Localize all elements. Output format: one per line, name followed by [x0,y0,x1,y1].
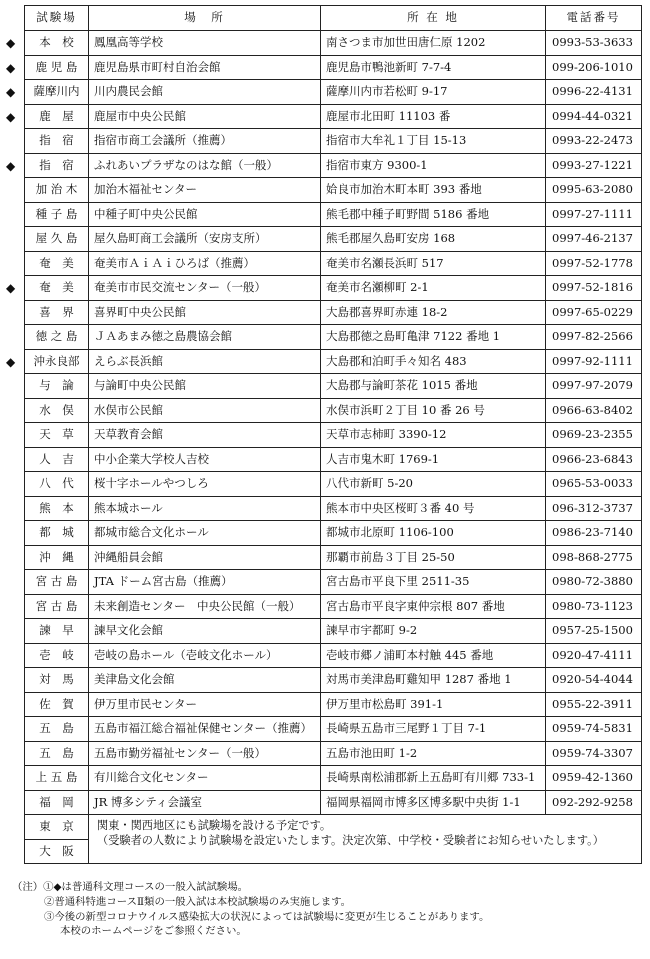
cell-address: 大島郡徳之島町亀津 7122 番地 1 [321,325,546,350]
cell-site: 壱 岐 [25,643,89,668]
cell-venue: 中小企業大学校人吉校 [89,447,321,472]
cell-address: 福岡県福岡市博多区博多駅中央街 1-1 [321,790,546,815]
cell-site: 鹿 屋 [25,104,89,129]
cell-venue: 伊万里市民センター [89,692,321,717]
diamond-marker-icon: ◆ [6,60,16,75]
cell-address: 指宿市東方 9300-1 [321,153,546,178]
cell-site: 鹿 児 島 [25,55,89,80]
cell-venue: 沖縄船員会館 [89,545,321,570]
cell-site: 沖 縄 [25,545,89,570]
cell-tel: 0920-54-4044 [546,668,642,693]
table-row [25,643,642,668]
cell-venue: 指宿市商工会議所（推薦） [89,129,321,154]
cell-tel: 0997-82-2566 [546,325,642,350]
footnotes [0,880,650,939]
cell-venue: えらぶ長浜館 [89,349,321,374]
cell-site: 五 島 [25,741,89,766]
cell-site: 水 俣 [25,398,89,423]
cell-address: 大島郡和泊町手々知名 483 [321,349,546,374]
cell-tel: 0980-73-1123 [546,594,642,619]
table-row [25,349,642,374]
cell-address: 南さつま市加世田唐仁原 1202 [321,31,546,56]
cell-address: 八代市新町 5-20 [321,472,546,497]
cell-venue: 有川総合文化センター [89,766,321,791]
table-row [25,766,642,791]
cell-site: 種 子 島 [25,202,89,227]
cell-address: 五島市池田町 1-2 [321,741,546,766]
table-row [25,692,642,717]
cell-tel: 0966-63-8402 [546,398,642,423]
header-venue: 場 所 [89,6,321,31]
cell-site: 八 代 [25,472,89,497]
table-row [25,227,642,252]
cell-venue: 鹿児島県市町村自治会館 [89,55,321,80]
cell-tel: 096-312-3737 [546,496,642,521]
table-row [25,570,642,595]
cell-site: 喜 界 [25,300,89,325]
cell-site: 指 宿 [25,129,89,154]
cell-tel: 0994-44-0321 [546,104,642,129]
cell-site: 奄 美 [25,251,89,276]
note-row-tokyo [25,815,642,840]
cell-venue: 熊本城ホール [89,496,321,521]
cell-tel: 0986-23-7140 [546,521,642,546]
cell-address: 長崎県南松浦郡新上五島町有川郷 733-1 [321,766,546,791]
table-row [25,202,642,227]
cell-site: 上 五 島 [25,766,89,791]
cell-venue: 五島市福江総合福祉保健センター（推薦） [89,717,321,742]
cell-site: 諫 早 [25,619,89,644]
note-line-1: 関東・関西地区にも試験場を設ける予定です。 [97,819,332,832]
cell-address: 那覇市前島３丁目 25-50 [321,545,546,570]
table-row [25,300,642,325]
table-row [25,178,642,203]
cell-tel: 0997-27-1111 [546,202,642,227]
cell-tel: 0997-46-2137 [546,227,642,252]
cell-site: 天 草 [25,423,89,448]
cell-address: 大島郡与論町茶花 1015 番地 [321,374,546,399]
cell-venue: 中種子町中央公民館 [89,202,321,227]
table-row [25,472,642,497]
table-row [25,55,642,80]
cell-site: 沖永良部 [25,349,89,374]
cell-tel: 0993-53-3633 [546,31,642,56]
cell-venue: 天草教育会館 [89,423,321,448]
cell-address: 姶良市加治木町本町 393 番地 [321,178,546,203]
cell-site: 熊 本 [25,496,89,521]
cell-site: 対 馬 [25,668,89,693]
cell-site: 本 校 [25,31,89,56]
table-row [25,398,642,423]
footnote-4: 本校のホームページをご参照ください。 [60,925,247,938]
cell-tel: 0966-23-6843 [546,447,642,472]
cell-address: 奄美市名瀬長浜町 517 [321,251,546,276]
table-row [25,594,642,619]
table-row [25,153,642,178]
cell-tel: 098-868-2775 [546,545,642,570]
cell-site: 奄 美 [25,276,89,301]
diamond-marker-icon: ◆ [6,84,16,99]
header-tel: 電話番号 [546,6,642,31]
cell-site: 人 吉 [25,447,89,472]
cell-tel: 0993-22-2473 [546,129,642,154]
cell-tel: 0997-65-0229 [546,300,642,325]
table-row [25,374,642,399]
cell-venue: 桜十字ホールやつしろ [89,472,321,497]
cell-address: 諫早市宇都町 9-2 [321,619,546,644]
cell-venue: 奄美市市民交流センター（一般） [89,276,321,301]
footnote-2: ②普通科特進コースⅡ類の一般入試は本校試験場のみ実施します。 [44,895,352,908]
cell-site: 宮 古 島 [25,570,89,595]
cell-tel: 0969-23-2355 [546,423,642,448]
cell-address: 奄美市名瀬柳町 2-1 [321,276,546,301]
diamond-marker-icon: ◆ [6,354,16,369]
cell-venue: JR 博多シティ会議室 [89,790,321,815]
cell-tel: 099-206-1010 [546,55,642,80]
table-row [25,619,642,644]
note-line-2: （受験者の人数により試験場を設定いたします。決定次第、中学校・受験者にお知らせいたします。） [97,834,604,847]
cell-address: 都城市北原町 1106-100 [321,521,546,546]
cell-address: 熊毛郡中種子町野間 5186 番地 [321,202,546,227]
cell-venue: 水俣市公民館 [89,398,321,423]
table-row [25,325,642,350]
footnote-3: ③今後の新型コロナウイルス感染拡大の状況によっては試験場に変更が生じることがあります。 [44,910,490,923]
table-row [25,545,642,570]
cell-tel: 0997-97-2079 [546,374,642,399]
site-tokyo: 東 京 [25,815,89,840]
cell-address: 伊万里市松島町 391-1 [321,692,546,717]
cell-address: 熊毛郡屋久島町安房 168 [321,227,546,252]
cell-venue: 美津島文化会館 [89,668,321,693]
cell-site: 五 島 [25,717,89,742]
table-header-row [25,6,642,31]
cell-tel: 0995-63-2080 [546,178,642,203]
header-address: 所 在 地 [321,6,546,31]
cell-address: 壱岐市郷ノ浦町本村触 445 番地 [321,643,546,668]
kanto-kansai-note [89,815,642,864]
table-row [25,447,642,472]
site-osaka: 大 阪 [25,839,89,864]
table-row [25,496,642,521]
cell-site: 福 岡 [25,790,89,815]
cell-tel: 0980-72-3880 [546,570,642,595]
cell-address: 薩摩川内市若松町 9-17 [321,80,546,105]
diamond-marker-icon: ◆ [6,158,16,173]
cell-site: 屋 久 島 [25,227,89,252]
diamond-marker-icon: ◆ [6,35,16,50]
table-row [25,80,642,105]
cell-venue: 鹿屋市中央公民館 [89,104,321,129]
cell-tel: 0996-22-4131 [546,80,642,105]
cell-address: 鹿屋市北田町 11103 番 [321,104,546,129]
cell-address: 対馬市美津島町雞知甲 1287 番地 1 [321,668,546,693]
cell-venue: JTA ドーム宮古島（推薦） [89,570,321,595]
table-row [25,717,642,742]
cell-tel: 0959-74-3307 [546,741,642,766]
table-row [25,741,642,766]
cell-site: 指 宿 [25,153,89,178]
cell-address: 指宿市大牟礼１丁目 15-13 [321,129,546,154]
cell-tel: 092-292-9258 [546,790,642,815]
cell-site: 薩摩川内 [25,80,89,105]
table-row [25,423,642,448]
cell-venue: ふれあいプラザなのはな館（一般） [89,153,321,178]
cell-address: 大島郡喜界町赤連 18-2 [321,300,546,325]
cell-venue: 五島市勤労福祉センター（一般） [89,741,321,766]
table-row [25,31,642,56]
cell-venue: 喜界町中央公民館 [89,300,321,325]
header-site: 試験場 [25,6,89,31]
cell-site: 宮 古 島 [25,594,89,619]
cell-venue: 諫早文化会館 [89,619,321,644]
venue-rows [25,31,642,864]
cell-venue: 奄美市ＡｉＡｉひろば（推薦） [89,251,321,276]
table-row [25,129,642,154]
cell-venue: 壱岐の島ホール（壱岐文化ホール） [89,643,321,668]
cell-venue: 鳳凰高等学校 [89,31,321,56]
cell-tel: 0993-27-1221 [546,153,642,178]
cell-venue: ＪＡあまみ徳之島農協会館 [89,325,321,350]
table-row [25,668,642,693]
cell-address: 熊本市中央区桜町３番 40 号 [321,496,546,521]
exam-venue-table [24,5,642,864]
cell-tel: 0957-25-1500 [546,619,642,644]
cell-tel: 0920-47-4111 [546,643,642,668]
cell-tel: 0959-42-1360 [546,766,642,791]
cell-tel: 0965-53-0033 [546,472,642,497]
table-row [25,276,642,301]
cell-address: 水俣市浜町２丁目 10 番 26 号 [321,398,546,423]
diamond-marker-icon: ◆ [6,109,16,124]
diamond-marker-icon: ◆ [6,280,16,295]
table-row [25,251,642,276]
cell-venue: 都城市総合文化ホール [89,521,321,546]
cell-address: 長崎県五島市三尾野１丁目 7-1 [321,717,546,742]
table-row [25,790,642,815]
cell-venue: 川内農民会館 [89,80,321,105]
cell-tel: 0997-92-1111 [546,349,642,374]
cell-tel: 0959-74-5831 [546,717,642,742]
cell-tel: 0955-22-3911 [546,692,642,717]
cell-site: 徳 之 島 [25,325,89,350]
cell-venue: 与論町中央公民館 [89,374,321,399]
cell-tel: 0997-52-1816 [546,276,642,301]
cell-venue: 未来創造センター 中央公民館（一般） [89,594,321,619]
cell-venue: 屋久島町商工会議所（安房支所） [89,227,321,252]
cell-address: 天草市志柿町 3390-12 [321,423,546,448]
table-row [25,521,642,546]
cell-site: 与 論 [25,374,89,399]
footnote-1: （注）①◆は普通科文理コースの一般入試試験場。 [12,881,249,893]
cell-venue: 加治木福祉センター [89,178,321,203]
cell-address: 宮古島市平良下里 2511-35 [321,570,546,595]
cell-site: 佐 賀 [25,692,89,717]
cell-site: 加 治 木 [25,178,89,203]
cell-site: 都 城 [25,521,89,546]
cell-address: 人吉市鬼木町 1769-1 [321,447,546,472]
cell-address: 宮古島市平良字東仲宗根 807 番地 [321,594,546,619]
cell-tel: 0997-52-1778 [546,251,642,276]
table-row [25,104,642,129]
cell-address: 鹿児島市鴨池新町 7-7-4 [321,55,546,80]
